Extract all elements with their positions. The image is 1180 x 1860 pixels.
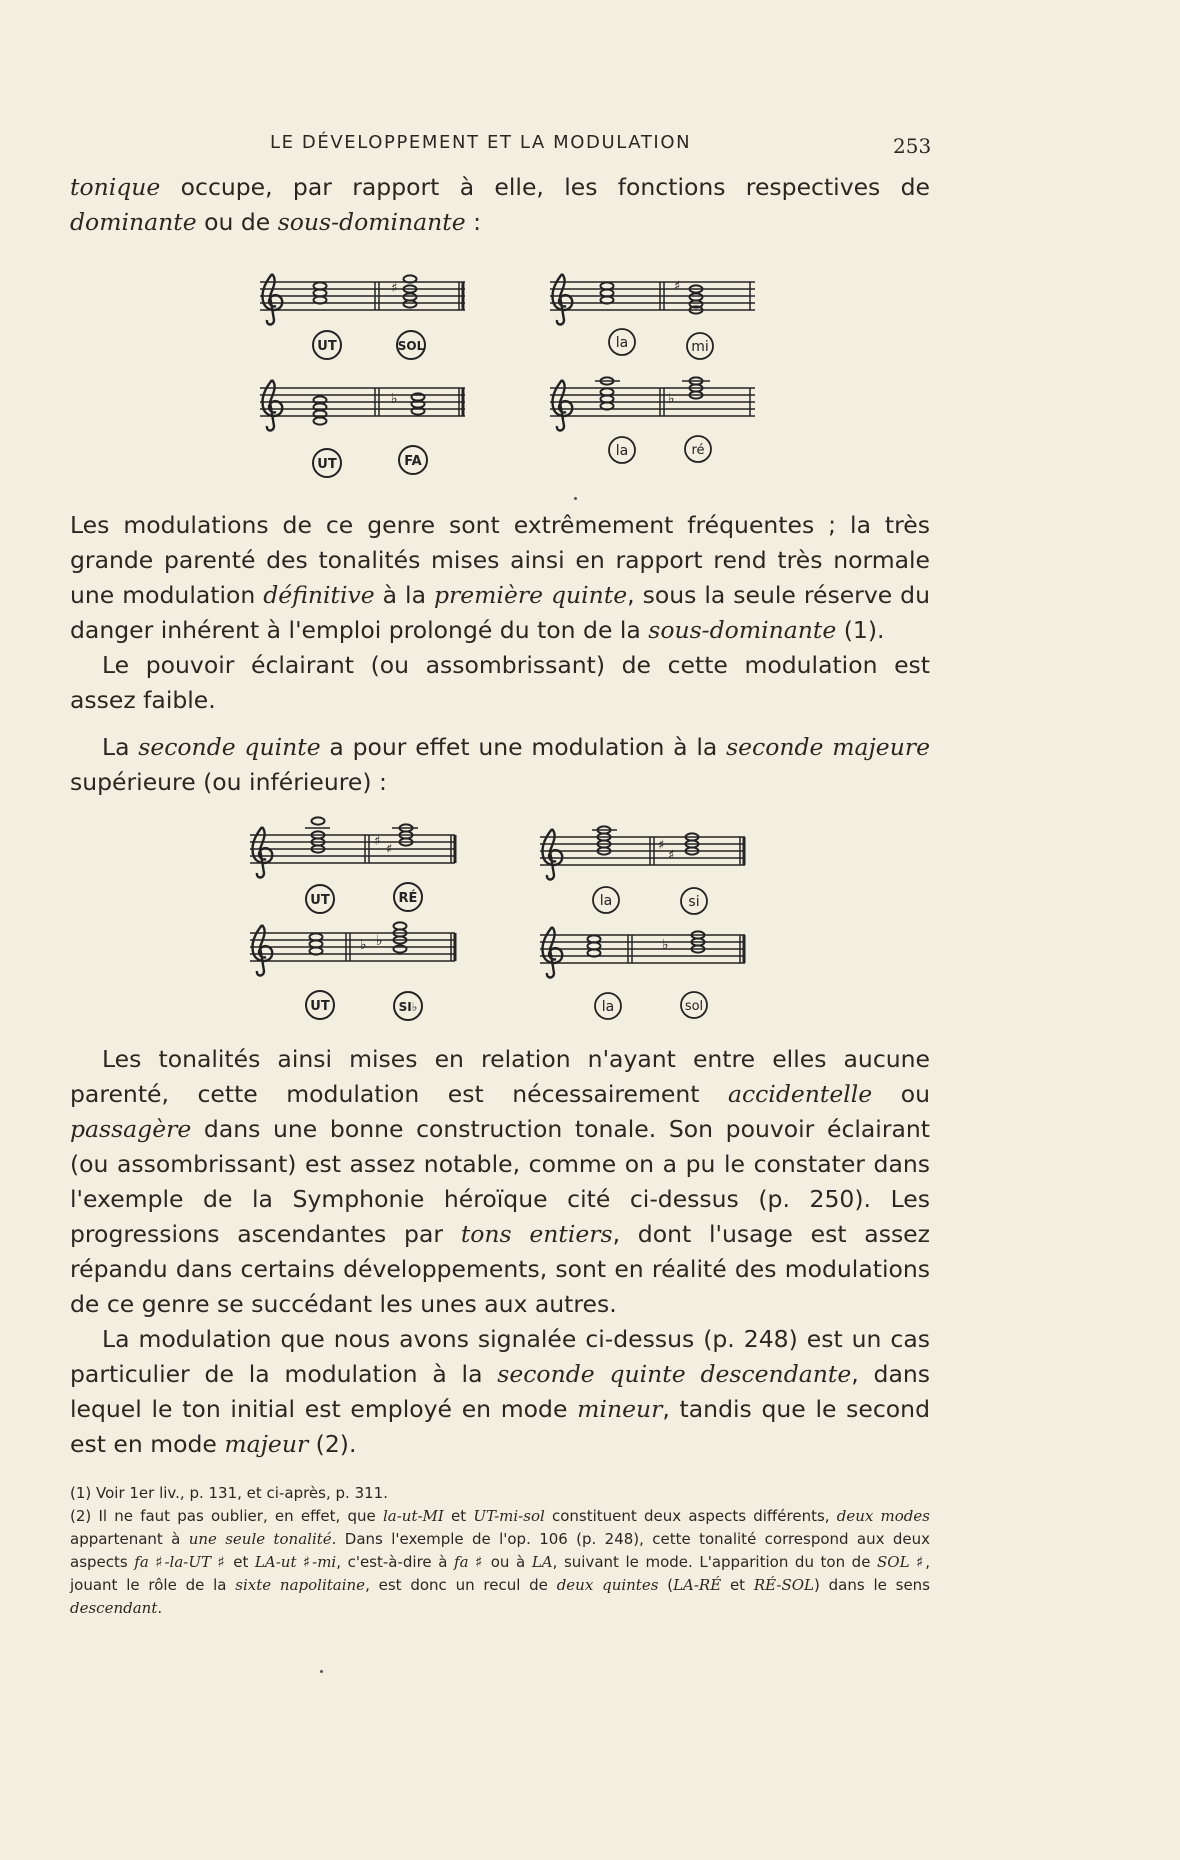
term-definitive: définitive bbox=[263, 581, 375, 609]
text-run: , dont l'usage est assez répandu dans certains développements, sont en réalité des modulations de ce genre se succédant les unes aux autres. bbox=[70, 1220, 930, 1318]
fn-term: fa ♯ bbox=[454, 1553, 485, 1571]
term-dominante: dominante bbox=[70, 208, 197, 236]
text-run: ( bbox=[658, 1576, 674, 1594]
term-sous-dominante: sous-dominante bbox=[277, 208, 466, 236]
staff-ut-re bbox=[250, 817, 455, 877]
key-label-ut bbox=[313, 449, 341, 477]
svg-text:♭: ♭ bbox=[662, 937, 669, 953]
text-run: occupe, par rapport à elle, les fonctions respectives de bbox=[160, 173, 930, 201]
text-run: ou de bbox=[196, 208, 278, 236]
paragraph-5 bbox=[70, 1042, 930, 1462]
term-sous-dominante: sous-dominante bbox=[648, 616, 837, 644]
key-label-sol bbox=[397, 331, 425, 359]
fn-term: SOL ♯ bbox=[877, 1553, 926, 1571]
fn-term: UT-mi-sol bbox=[473, 1507, 545, 1525]
text-run: ou bbox=[872, 1080, 930, 1108]
svg-text:la: la bbox=[599, 893, 613, 909]
text-run: , tandis que le second est en mode bbox=[70, 1395, 930, 1458]
footnote-1: (1) Voir 1er liv., p. 131, et ci-après, p. 311. bbox=[70, 1484, 388, 1502]
print-speck bbox=[574, 497, 577, 500]
paragraph-3: Le pouvoir éclairant (ou assombrissant) de cette modulation est assez faible. bbox=[70, 651, 930, 714]
page-number: 253 bbox=[893, 134, 932, 158]
svg-text:♭: ♭ bbox=[668, 391, 675, 407]
text-run: , sous la seule réserve du danger inhérent à l'emploi prolongé du ton de la bbox=[70, 581, 930, 644]
svg-text:♯: ♯ bbox=[668, 848, 675, 863]
svg-text:♯: ♯ bbox=[658, 838, 665, 853]
text-run: La modulation que nous avons signalée ci-dessus (p. 248) est un cas particulier de la modulation à la bbox=[70, 1325, 930, 1388]
term-tons-entiers: tons entiers bbox=[460, 1220, 613, 1248]
staff-ut-fa bbox=[260, 380, 465, 431]
svg-text:♭: ♭ bbox=[376, 933, 383, 949]
staff-la-re bbox=[550, 377, 755, 430]
text-run: à la bbox=[374, 581, 434, 609]
text-run: Les tonalités ainsi mises en relation n'ayant entre elles aucune parenté, cette modulation est nécessairement bbox=[70, 1045, 930, 1108]
svg-text:la: la bbox=[601, 999, 615, 1015]
text-run: et bbox=[226, 1553, 255, 1571]
footnotes bbox=[70, 1482, 930, 1620]
text-run: (2) Il ne faut pas oublier, en effet, que bbox=[70, 1507, 383, 1525]
paragraph-4 bbox=[70, 730, 930, 800]
footnote-ref-2: (2). bbox=[308, 1430, 357, 1458]
staff-la-si bbox=[540, 826, 745, 879]
svg-text:♯: ♯ bbox=[386, 842, 393, 857]
svg-text:SI♭: SI♭ bbox=[398, 1000, 418, 1014]
term-seconde-quinte: seconde quinte bbox=[138, 733, 321, 761]
svg-text:FA: FA bbox=[404, 454, 422, 469]
svg-text:la: la bbox=[615, 335, 629, 351]
fn-term: deux quintes bbox=[556, 1576, 659, 1594]
term-mineur: mineur bbox=[577, 1395, 663, 1423]
term-seconde-quinte-descendante: seconde quinte descendante bbox=[497, 1360, 852, 1388]
key-label-fa bbox=[399, 446, 427, 474]
svg-text:RÉ: RÉ bbox=[398, 891, 418, 906]
key-label-mi bbox=[687, 333, 713, 359]
text-run: La bbox=[102, 733, 139, 761]
term-premiere-quinte: première quinte bbox=[433, 581, 628, 609]
staff-ut-sol bbox=[260, 274, 465, 325]
svg-text:UT: UT bbox=[317, 339, 337, 354]
text-run: , c'est-à-dire à bbox=[336, 1553, 455, 1571]
running-title: LE DÉVELOPPEMENT ET LA MODULATION bbox=[270, 132, 692, 153]
fn-term: descendant bbox=[70, 1599, 158, 1617]
svg-text:SOL: SOL bbox=[397, 339, 425, 353]
staff-la-sol bbox=[540, 927, 745, 978]
paragraph-1 bbox=[70, 170, 930, 240]
text-run: , dans lequel le ton initial est employé en mode bbox=[70, 1360, 930, 1423]
text-run: supérieure (ou inférieure) : bbox=[70, 768, 387, 796]
text-run: et bbox=[721, 1576, 754, 1594]
svg-text:ré: ré bbox=[691, 443, 705, 458]
footnote-2 bbox=[70, 1505, 930, 1620]
print-speck bbox=[320, 1670, 323, 1673]
term-passagere: passagère bbox=[70, 1115, 192, 1143]
svg-text:♯: ♯ bbox=[374, 834, 381, 849]
text-run: . Dans l'exemple de l'op. 106 (p. 248), cette tonalité correspond aux deux aspects bbox=[70, 1530, 930, 1571]
svg-text:♯: ♯ bbox=[391, 281, 398, 296]
text-run: dans une bonne construction tonale. Son pouvoir éclairant (ou assombrissant) est assez notable, comme on a pu le constater dans l'exemple de la Symphonie héroïque cité ci-dessus (p. 250). Les progressions ascendantes par bbox=[70, 1115, 930, 1248]
text-run: et bbox=[443, 1507, 474, 1525]
key-label-la bbox=[609, 437, 635, 463]
music-example-first-fifth bbox=[250, 270, 770, 485]
staff-ut-sib bbox=[250, 922, 455, 975]
text-run: . bbox=[157, 1599, 163, 1617]
text-run: a pour effet une modulation à la bbox=[320, 733, 727, 761]
paragraph-6 bbox=[70, 1322, 930, 1462]
key-label-sib bbox=[394, 992, 422, 1020]
text-run: constituent deux aspects différents, bbox=[544, 1507, 837, 1525]
music-example-second-fifth bbox=[250, 815, 770, 1025]
svg-text:mi: mi bbox=[691, 339, 709, 355]
svg-text:UT: UT bbox=[310, 893, 330, 908]
fn-term: sixte napolitaine bbox=[235, 1576, 366, 1594]
svg-text:la: la bbox=[615, 443, 629, 459]
svg-text:UT: UT bbox=[310, 999, 330, 1014]
term-tonique: tonique bbox=[70, 173, 161, 201]
key-label-re bbox=[394, 883, 422, 911]
staff-la-mi bbox=[550, 274, 755, 325]
key-label-re bbox=[685, 436, 711, 462]
text-run: ) dans le sens bbox=[813, 1576, 930, 1594]
term-accidentelle: accidentelle bbox=[727, 1080, 873, 1108]
key-label-ut bbox=[306, 885, 334, 913]
svg-text:sol: sol bbox=[684, 999, 704, 1014]
text-run: ou à bbox=[484, 1553, 532, 1571]
fn-term: la-ut-MI bbox=[382, 1507, 444, 1525]
fn-term: fa ♯-la-UT ♯ bbox=[134, 1553, 227, 1571]
key-label-sol bbox=[681, 992, 707, 1018]
fn-term: RÉ-SOL bbox=[753, 1576, 814, 1594]
term-majeur: majeur bbox=[224, 1430, 309, 1458]
paragraph-2 bbox=[70, 508, 930, 718]
key-label-ut bbox=[306, 991, 334, 1019]
svg-text:♭: ♭ bbox=[391, 391, 398, 407]
text-run: , jouant le rôle de la bbox=[70, 1553, 931, 1594]
key-label-si bbox=[681, 888, 707, 914]
svg-text:UT: UT bbox=[317, 457, 337, 472]
text-run: , est donc un recul de bbox=[365, 1576, 557, 1594]
fn-term: deux modes bbox=[836, 1507, 930, 1525]
fn-term: LA-RÉ bbox=[673, 1576, 722, 1594]
fn-term: LA-ut ♯-mi bbox=[254, 1553, 337, 1571]
text-run: , suivant le mode. L'apparition du ton de bbox=[552, 1553, 878, 1571]
fn-term: LA bbox=[531, 1553, 553, 1571]
svg-text:si: si bbox=[688, 894, 700, 910]
text-run: : bbox=[465, 208, 482, 236]
fn-term: une seule tonalité bbox=[188, 1530, 332, 1548]
text-run: Les modulations de ce genre sont extrêmement fréquentes ; la très grande parenté des tonalités mises ainsi en rapport rend très normale une modulation bbox=[70, 511, 930, 609]
footnote-ref-1: (1). bbox=[836, 616, 885, 644]
key-label-la bbox=[593, 887, 619, 913]
text-run: appartenant à bbox=[70, 1530, 189, 1548]
svg-text:♯: ♯ bbox=[674, 279, 681, 294]
key-label-la bbox=[609, 329, 635, 355]
key-label-ut bbox=[313, 331, 341, 359]
svg-text:♭: ♭ bbox=[360, 937, 367, 953]
key-label-la bbox=[595, 993, 621, 1019]
term-seconde-majeure: seconde majeure bbox=[726, 733, 930, 761]
